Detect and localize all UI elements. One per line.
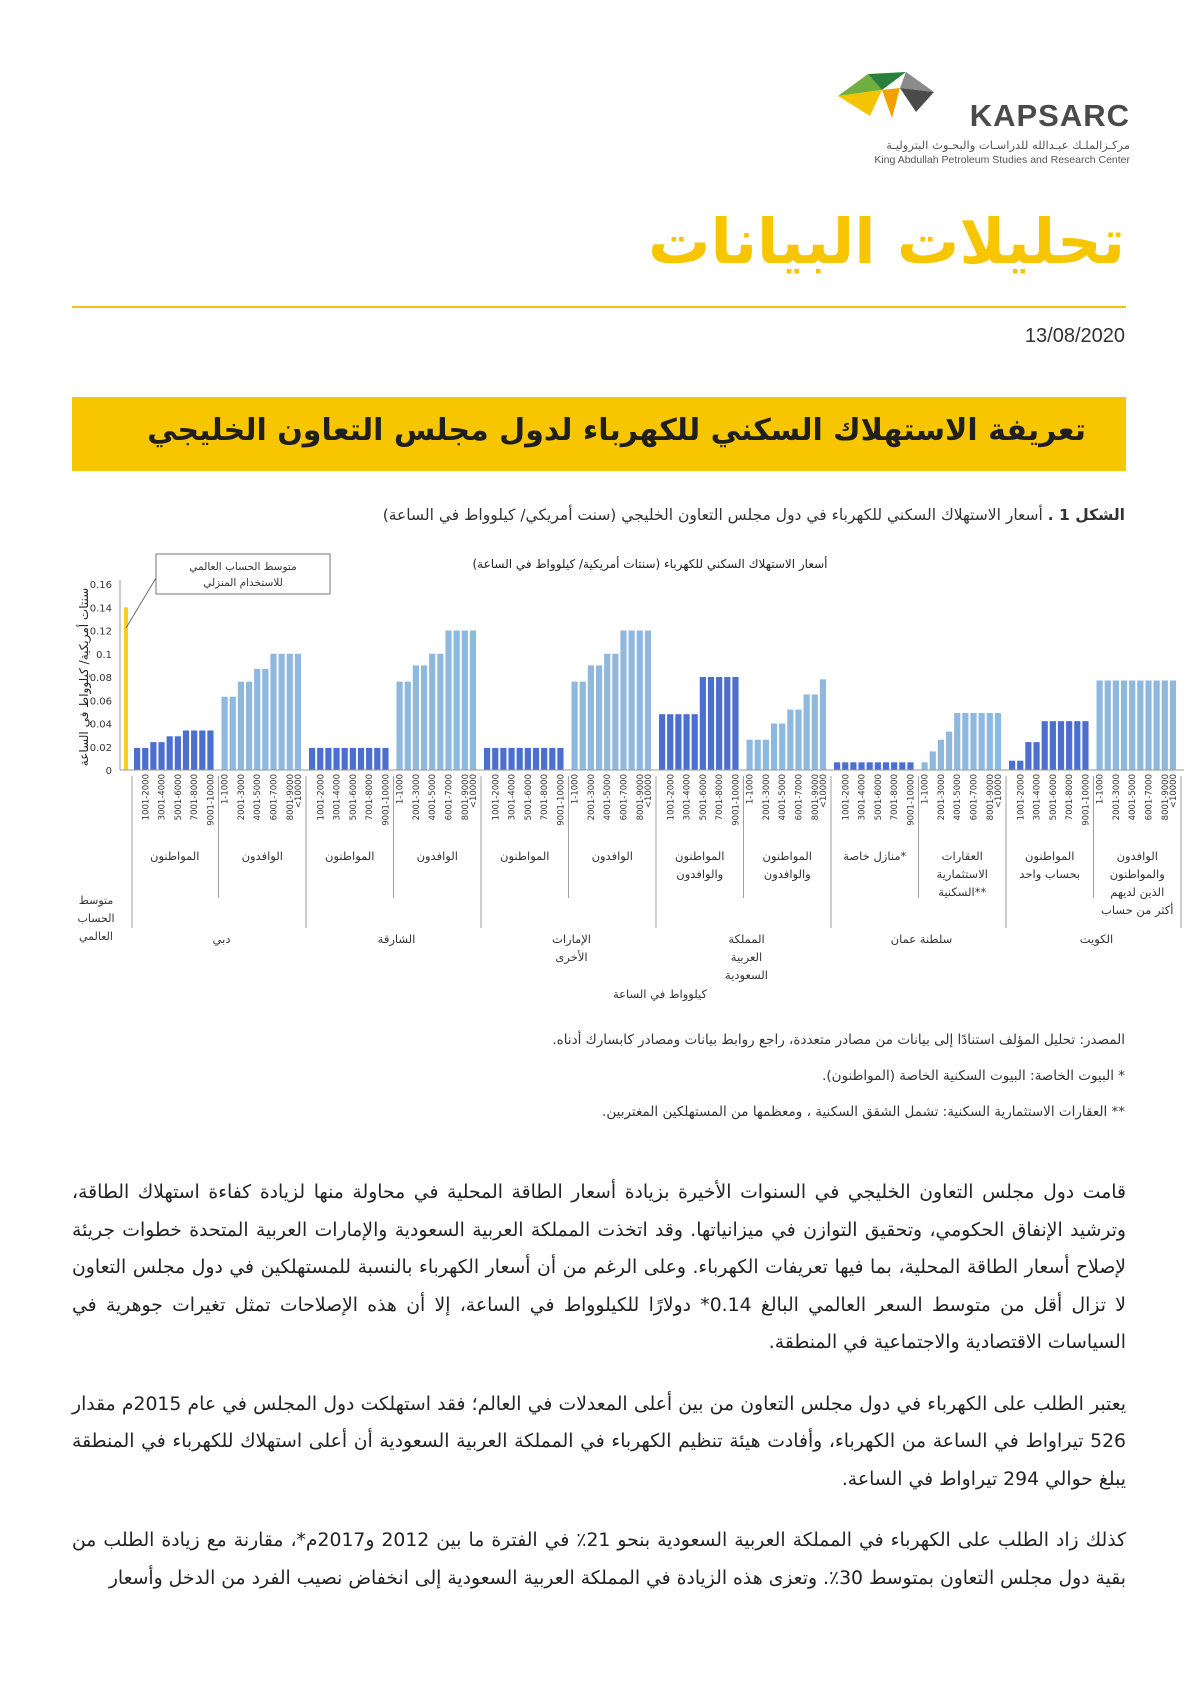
chart-title: أسعار الاستهلاك السكني للكهرباء (سنتات أمريكية/ كيلوواط في الساعة) (472, 557, 828, 571)
x-tick-label: 9001-10000 (906, 774, 917, 826)
bar (429, 654, 435, 770)
x-tick-label: 1-1000 (1095, 774, 1106, 805)
bar (421, 665, 427, 770)
page-title: تحليلات البيانات (648, 205, 1125, 278)
bar (254, 669, 260, 770)
bar (842, 762, 848, 770)
x-tick-label: 6001-7000 (969, 774, 980, 821)
bar (1058, 721, 1064, 770)
bar (938, 740, 944, 770)
group-label: المواطنون بحساب واحد (1019, 849, 1081, 881)
bar (771, 724, 777, 771)
bar (142, 748, 148, 770)
group-label: الوافدون (241, 849, 283, 863)
bar (692, 714, 698, 770)
bar (470, 631, 476, 771)
bar (1082, 721, 1088, 770)
group-label: منازل خاصة* (843, 849, 907, 863)
x-tick-label: 9001-10000 (556, 774, 567, 826)
footnote-private-houses: * البيوت الخاصة: البيوت السكنية الخاصة (المواطنون). (822, 1068, 1125, 1084)
bar (358, 748, 364, 770)
bar (207, 730, 213, 770)
x-tick-label: <10000 (993, 774, 1004, 809)
source-note: المصدر: تحليل المؤلف استنادًا إلى بيانات من مصادر متعددة، راجع روابط بيانات ومصادر كابسارك أدناه. (552, 1032, 1125, 1048)
bar (683, 714, 689, 770)
x-tick-label: 6001-7000 (794, 774, 805, 821)
y-tick-label: 0.08 (89, 673, 112, 684)
body-text (72, 1174, 1126, 1621)
bar (525, 748, 531, 770)
bar (500, 748, 506, 770)
x-tick-label: 8001-9000 (1160, 774, 1171, 821)
country-label: سلطنة عمان (890, 932, 953, 946)
bar (437, 654, 443, 770)
paragraph-3: كذلك زاد الطلب على الكهرباء في المملكة العربية السعودية بنحو 21٪ في الفترة ما بين 2012 و2017م*، مقارنة مع زيادة الطلب من بقية دول مجلس التعاون بمتوسط 30٪. وتعزى هذه الزيادة في المملكة العربية السعودية إلى انخفاض نصيب الفرد من الدخل وأسعار (72, 1530, 1126, 1589)
bar (445, 631, 451, 771)
bar (1066, 721, 1072, 770)
bar (930, 751, 936, 770)
bar (867, 762, 873, 770)
bar (342, 748, 348, 770)
bar (134, 748, 140, 770)
y-tick-label: 0.14 (89, 603, 112, 615)
y-tick-label: 0.06 (89, 696, 112, 708)
bar (580, 682, 586, 770)
x-tick-label: 1-1000 (920, 774, 931, 805)
bar (1113, 680, 1119, 770)
bar (150, 742, 156, 770)
bar (675, 714, 681, 770)
bar (659, 714, 665, 770)
x-tick-label: <10000 (643, 774, 654, 809)
x-tick-label: 1001-2000 (666, 774, 677, 821)
bar (1137, 680, 1143, 770)
bar (755, 740, 761, 770)
country-label: الكويت (1079, 932, 1114, 946)
bar (995, 713, 1001, 770)
country-label: الإمارات الأخرى (552, 932, 591, 964)
x-tick-label: 5001-6000 (698, 774, 709, 821)
x-tick-label: 6001-7000 (444, 774, 455, 821)
group-label: الوافدون والمواطنون الذين لديهم أكثر من حساب (1101, 849, 1174, 917)
x-tick-label: 2001-3000 (411, 774, 422, 821)
bar (834, 762, 840, 770)
banner-title: تعريفة الاستهلاك السكني للكهرباء لدول مجلس التعاون الخليجي (147, 413, 1086, 448)
bar (270, 654, 276, 770)
logo-english-name: King Abdullah Petroleum Studies and Research Center (874, 154, 1130, 166)
bar (979, 713, 985, 770)
bar (183, 730, 189, 770)
x-tick-label: 4001-5000 (778, 774, 789, 821)
bar (246, 682, 252, 770)
bar (262, 669, 268, 770)
x-tick-label: 1001-2000 (316, 774, 327, 821)
bar (795, 710, 801, 770)
bar (309, 748, 315, 770)
bar (222, 697, 228, 770)
y-tick-label: 0.02 (89, 742, 112, 754)
y-tick-label: 0.16 (89, 580, 112, 591)
bar (484, 748, 490, 770)
figure-caption (383, 506, 1125, 524)
x-tick-label: <10000 (818, 774, 829, 809)
x-tick-label: 2001-3000 (1111, 774, 1122, 821)
bar (1105, 680, 1111, 770)
x-tick-label: 3001-4000 (157, 774, 168, 821)
bar (596, 665, 602, 770)
bar (405, 682, 411, 770)
x-tick-label: 1001-2000 (1016, 774, 1027, 821)
x-tick-label: 3001-4000 (1032, 774, 1043, 821)
x-axis-label: كيلوواط في الساعة (613, 987, 707, 1001)
x-tick-label: 4001-5000 (1128, 774, 1139, 821)
bar (1145, 680, 1151, 770)
bar (397, 682, 403, 770)
bar (517, 748, 523, 770)
x-tick-label: 6001-7000 (1144, 774, 1155, 821)
y-tick-label: 0.04 (89, 719, 112, 731)
bar (1154, 680, 1160, 770)
bar (199, 730, 205, 770)
x-tick-label: <10000 (1168, 774, 1179, 809)
paragraph-1: قامت دول مجلس التعاون الخليجي في السنوات الأخيرة بزيادة أسعار الطاقة المحلية في محاولة منها لزيادة كفاءة استهلاك الطاقة، وترشيد الإنفاق الحكومي، وتحقيق التوازن في ميزانياتها. وقد اتخذت المملكة العربية السعودية والإمارات العربية المتحدة خطوات جريئة لإصلاح أسعار الطاقة المحلية، بما فيها تعريفات الكهرباء. وعلى الرغم من أن أسعار الكهرباء بالنسبة للمستهلكين في دول مجلس التعاون لا تزال أقل من متوسط السعر العالمي البالغ 0.14* دولارًا للكيلوواط في الساعة، إلا أن هذه الإصلاحات تمثل تغيرات جوهرية في السياسات الاقتصادية والاجتماعية في المنطقة. (72, 1182, 1126, 1353)
x-tick-label: 9001-10000 (731, 774, 742, 826)
bar (629, 631, 635, 771)
x-tick-label: 9001-10000 (1081, 774, 1092, 826)
x-tick-label: 1-1000 (745, 774, 756, 805)
section-banner (72, 397, 1126, 471)
bar (812, 694, 818, 770)
bar (549, 748, 555, 770)
bar (899, 762, 905, 770)
x-tick-label: 5001-6000 (1048, 774, 1059, 821)
x-tick-label: 7001-8000 (365, 774, 376, 821)
bar (1121, 680, 1127, 770)
x-tick-label: 4001-5000 (603, 774, 614, 821)
bar (279, 654, 285, 770)
bar (708, 677, 714, 770)
bar (637, 631, 643, 771)
bar (508, 748, 514, 770)
global-average-label: متوسط الحساب العالمي (77, 894, 115, 943)
bar (612, 654, 618, 770)
x-tick-label: <10000 (293, 774, 304, 809)
x-tick-label: 6001-7000 (619, 774, 630, 821)
x-tick-label: 9001-10000 (381, 774, 392, 826)
bar (287, 654, 293, 770)
bar (167, 736, 173, 770)
x-tick-label: 3001-4000 (857, 774, 868, 821)
bar (604, 654, 610, 770)
bar (533, 748, 539, 770)
bar (382, 748, 388, 770)
bar (1009, 761, 1015, 770)
tariff-chart (70, 548, 1179, 1004)
country-label: دبي (212, 932, 231, 946)
bar (962, 713, 968, 770)
paragraph-2: يعتبر الطلب على الكهرباء في دول مجلس التعاون من بين أعلى المعدلات في العالم؛ فقد استهلكت دول المجلس في عام 2015م مقدار 526 تيراواط في الساعة من الكهرباء، وأفادت هيئة تنظيم الكهرباء في المملكة العربية السعودية أن أعلى استهلاك للكهرباء في المنطقة يبلغ حوالي 294 تيراواط في الساعة. (72, 1393, 1126, 1490)
x-tick-label: 1-1000 (395, 774, 406, 805)
bar (374, 748, 380, 770)
bar (295, 654, 301, 770)
x-tick-label: 6001-7000 (269, 774, 280, 821)
bar (946, 732, 952, 770)
logo-arabic-name: مركـزالملـك عبـدالله للدراسـات والبحـوث البتروليـة (886, 138, 1130, 152)
bar (350, 748, 356, 770)
bar (1025, 742, 1031, 770)
bar (787, 710, 793, 770)
x-tick-label: 5001-6000 (873, 774, 884, 821)
x-tick-label: 3001-4000 (682, 774, 693, 821)
global-average-bar (124, 607, 128, 770)
figure-label: الشكل 1 . (1047, 506, 1125, 524)
bar (366, 748, 372, 770)
bar (645, 631, 651, 771)
bar (333, 748, 339, 770)
bar (462, 631, 468, 771)
bar (716, 677, 722, 770)
x-tick-label: 7001-8000 (540, 774, 551, 821)
kapsarc-logo (820, 68, 1130, 168)
bar (724, 677, 730, 770)
bar (987, 713, 993, 770)
logo-wordmark: KAPSARC (969, 98, 1130, 133)
x-tick-label: 8001-9000 (460, 774, 471, 821)
x-tick-label: 1-1000 (570, 774, 581, 805)
x-tick-label: 3001-4000 (507, 774, 518, 821)
bar (1074, 721, 1080, 770)
country-label: الشارقة (377, 932, 416, 946)
x-tick-label: 8001-9000 (985, 774, 996, 821)
bar (413, 665, 419, 770)
x-tick-label: 2001-3000 (936, 774, 947, 821)
bar (970, 713, 976, 770)
bar (175, 736, 181, 770)
bar (954, 713, 960, 770)
bar (492, 748, 498, 770)
group-label: المواطنون (500, 849, 550, 863)
bar (620, 631, 626, 771)
group-label: الوافدون (591, 849, 633, 863)
bar (454, 631, 460, 771)
x-tick-label: 7001-8000 (890, 774, 901, 821)
group-label: الوافدون (416, 849, 458, 863)
bar (1050, 721, 1056, 770)
bar (588, 665, 594, 770)
x-tick-label: 1001-2000 (491, 774, 502, 821)
x-tick-label: 8001-9000 (810, 774, 821, 821)
publication-date: 13/08/2020 (1024, 325, 1125, 347)
x-tick-label: 7001-8000 (715, 774, 726, 821)
bar (238, 682, 244, 770)
bar (763, 740, 769, 770)
bar (191, 730, 197, 770)
x-tick-label: 1001-2000 (841, 774, 852, 821)
bar (1162, 680, 1168, 770)
callout-text: متوسط الحساب العالمي للاستخدام المنزلي (189, 561, 297, 589)
bar (230, 697, 236, 770)
bar (858, 762, 864, 770)
bar (700, 677, 706, 770)
bar (572, 682, 578, 770)
x-tick-label: 5001-6000 (523, 774, 534, 821)
y-tick-label: 0 (105, 766, 112, 777)
x-tick-label: 7001-8000 (1065, 774, 1076, 821)
x-tick-label: 5001-6000 (173, 774, 184, 821)
bar (158, 742, 164, 770)
country-label: المملكة العربية السعودية (725, 932, 768, 982)
bar (922, 762, 928, 770)
x-tick-label: 2001-3000 (761, 774, 772, 821)
bar (1017, 761, 1023, 770)
bar (1033, 742, 1039, 770)
x-tick-label: 4001-5000 (253, 774, 264, 821)
x-tick-label: 3001-4000 (332, 774, 343, 821)
bar (1042, 721, 1048, 770)
bar (883, 762, 889, 770)
bar (907, 762, 913, 770)
bar (541, 748, 547, 770)
bar (891, 762, 897, 770)
x-tick-label: 8001-9000 (635, 774, 646, 821)
bar (557, 748, 563, 770)
x-tick-label: 1-1000 (220, 774, 231, 805)
y-axis-label: سنتات أمريكية/ كيلوواط في الساعة (77, 587, 91, 767)
group-label: المواطنون (325, 849, 375, 863)
bar (804, 694, 810, 770)
group-label: المواطنون والوافدون (675, 849, 725, 881)
y-tick-label: 0.1 (96, 649, 112, 661)
x-tick-label: 2001-3000 (586, 774, 597, 821)
group-label: العقارات الاستثمارية السكنية** (936, 849, 988, 899)
bar (850, 762, 856, 770)
bar (325, 748, 331, 770)
bar (732, 677, 738, 770)
bar (747, 740, 753, 770)
figure-caption-text: أسعار الاستهلاك السكني للكهرباء في دول مجلس التعاون الخليجي (سنت أمريكي/ كيلوواط في الساعة) (382, 506, 1048, 524)
title-divider (72, 306, 1126, 308)
x-tick-label: 8001-9000 (285, 774, 296, 821)
bar (317, 748, 323, 770)
x-tick-label: 2001-3000 (236, 774, 247, 821)
group-label: المواطنون (150, 849, 200, 863)
logo-icon (830, 68, 940, 120)
x-tick-label: 1001-2000 (141, 774, 152, 821)
bar (1170, 680, 1176, 770)
x-tick-label: 7001-8000 (190, 774, 201, 821)
x-tick-label: <10000 (468, 774, 479, 809)
x-tick-label: 4001-5000 (428, 774, 439, 821)
x-tick-label: 9001-10000 (206, 774, 217, 826)
bar (667, 714, 673, 770)
group-label: المواطنون والوافدون (762, 849, 812, 881)
x-tick-label: 5001-6000 (348, 774, 359, 821)
bar (1097, 680, 1103, 770)
bar (779, 724, 785, 771)
footnote-investment-properties: ** العقارات الاستثمارية السكنية: تشمل الشقق السكنية ، ومعظمها من المستهلكين المغتربين. (602, 1104, 1125, 1120)
bar (1129, 680, 1135, 770)
bar (820, 679, 826, 770)
callout-pointer (126, 578, 156, 628)
bar (875, 762, 881, 770)
x-tick-label: 4001-5000 (953, 774, 964, 821)
y-tick-label: 0.12 (89, 626, 112, 638)
